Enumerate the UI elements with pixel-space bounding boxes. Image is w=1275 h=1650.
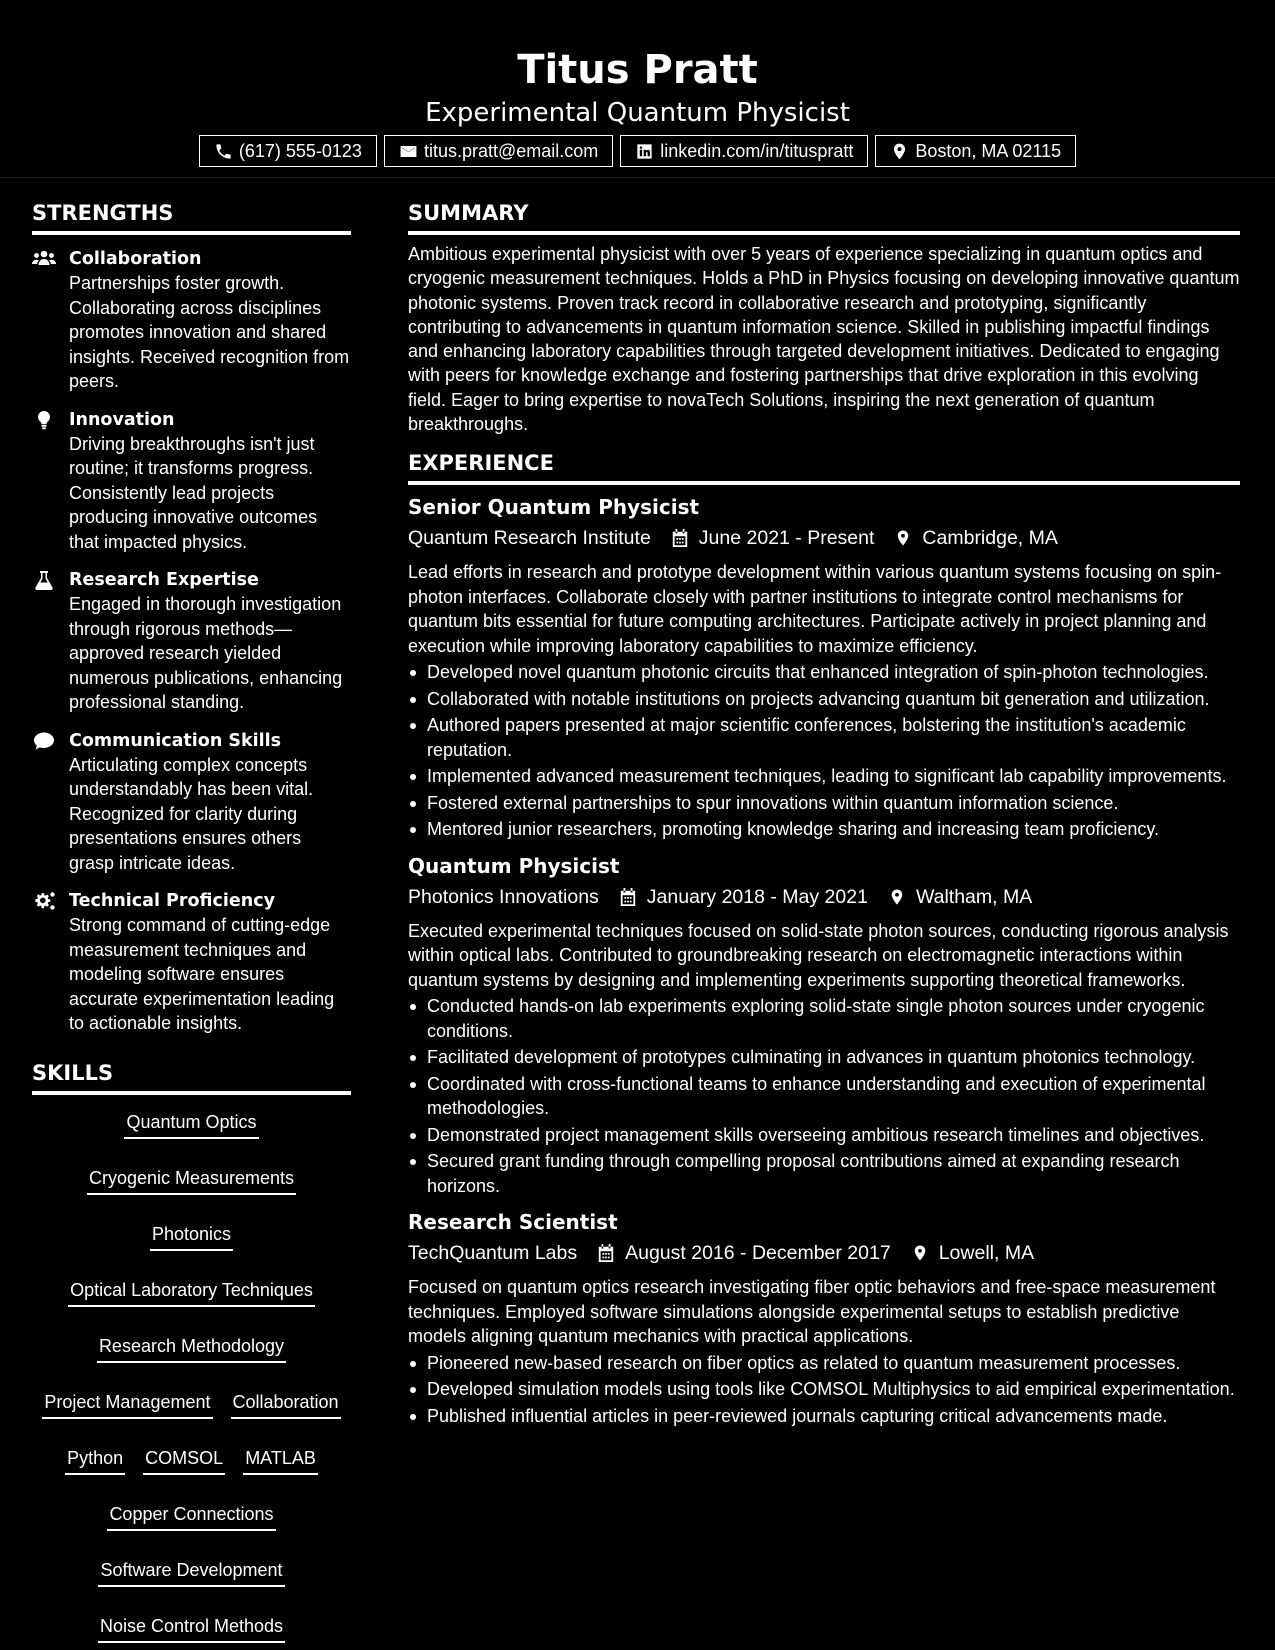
users-icon [32, 249, 56, 269]
job-meta [408, 523, 1240, 553]
contact-linkedin[interactable] [620, 135, 868, 167]
achievement-item: Demonstrated project management skills overseeing ambitious research timelines and objectives. [408, 1123, 1240, 1148]
contact-location-text: Boston, MA 02115 [915, 140, 1062, 161]
calendar-icon [619, 887, 637, 907]
linkedin-icon [635, 142, 654, 161]
job-role: Senior Quantum Physicist [408, 495, 700, 520]
job-achievements [408, 994, 1240, 1198]
skill-tag: COMSOL [143, 1447, 225, 1475]
job-company: Photonics Innovations [408, 885, 599, 908]
achievement-item: Secured grant funding through compelling proposal contributions aimed at expanding research horizons. [408, 1149, 1240, 1198]
summary-text: Ambitious experimental physicist with over 5 years of experience specializing in quantum optics and cryogenic measurement techniques. Holds a PhD in Physics focusing on developing innovative quantum photonic systems. Proven track record in collaborative research and prototyping, significantly contributing to advancements in quantum information science. Skilled in publishing impactful findings and enhancing laboratory capabilities through targeted development initiatives. Dedicated to engaging with peers for knowledge exchange and fostering partnerships that drive exploration in this evolving field. Eager to bring expertise to novaTech Solutions, inspiring the next generation of quantum breakthroughs. [408, 244, 1240, 435]
strength-item [32, 889, 351, 1036]
skill-tag: MATLAB [243, 1447, 318, 1475]
location-pin-icon [888, 887, 906, 907]
contact-email[interactable] [384, 135, 613, 167]
experience-entry [408, 492, 1240, 842]
left-column [32, 178, 351, 1643]
achievement-item: Implemented advanced measurement techniques, leading to significant lab capability improvements. [408, 764, 1240, 789]
strength-item [32, 247, 351, 394]
strengths-heading: STRENGTHS [32, 200, 351, 235]
strength-name: Collaboration [69, 249, 202, 269]
job-achievements [408, 660, 1240, 842]
gears-icon [32, 891, 56, 911]
skills-heading: SKILLS [32, 1060, 351, 1095]
resume-header [0, 0, 1275, 178]
achievement-item: Facilitated development of prototypes culminating in advances in quantum photonics technology. [408, 1045, 1240, 1070]
phone-icon [214, 142, 233, 161]
skill-tag: Cryogenic Measurements [87, 1167, 296, 1195]
achievement-item: Developed novel quantum photonic circuits that enhanced integration of spin-photon technologies. [408, 660, 1240, 685]
job-location: Waltham, MA [915, 885, 1033, 908]
job-description: Lead efforts in research and prototype development within various quantum systems focusing on spin-photon interfaces. Collaborate closely with partner institutions to integrate control mechanisms for quantum bits essential for future computing architectures. Participate actively in project planning and execution while improving laboratory capabilities to maximize efficiency. [408, 562, 1222, 656]
job-role: Research Scientist [408, 1210, 618, 1235]
contact-location [875, 135, 1076, 167]
job-dates: August 2016 - December 2017 [625, 1242, 891, 1265]
job-achievements [408, 1351, 1240, 1429]
achievement-item: Published influential articles in peer-reviewed journals capturing critical advancements made. [408, 1404, 1240, 1429]
skill-tag: Noise Control Methods [98, 1615, 285, 1643]
skill-tag: Project Management [42, 1391, 212, 1419]
strength-name: Communication Skills [69, 730, 282, 751]
achievement-item: Conducted hands-on lab experiments exploring solid-state single photon sources under cryogenic conditions. [408, 994, 1240, 1043]
job-company: Quantum Research Institute [408, 527, 651, 550]
achievement-item: Coordinated with cross-functional teams to enhance understanding and execution of experimental methodologies. [408, 1072, 1240, 1121]
skill-tag: Optical Laboratory Techniques [68, 1279, 315, 1307]
strength-description: Partnerships foster growth. Collaborating across disciplines promotes innovation and shared insights. Received recognition from peers. [69, 273, 350, 391]
flask-icon [32, 570, 56, 590]
summary-heading: SUMMARY [408, 200, 1240, 235]
candidate-name: Titus Pratt [517, 47, 758, 93]
location-pin-icon [894, 528, 912, 548]
strength-item [32, 408, 351, 555]
achievement-item: Fostered external partnerships to spur innovations within quantum information science. [408, 791, 1240, 816]
achievement-item: Collaborated with notable institutions on projects advancing quantum bit generation and utilization. [408, 687, 1240, 712]
skill-tag: Research Methodology [97, 1335, 286, 1363]
envelope-icon [399, 142, 418, 161]
job-dates: January 2018 - May 2021 [646, 885, 868, 908]
achievement-item: Pioneered new-based research on fiber optics as related to quantum measurement processes. [408, 1351, 1240, 1376]
strength-name: Innovation [69, 409, 175, 430]
location-pin-icon [911, 1243, 929, 1263]
experience-heading: EXPERIENCE [408, 450, 1240, 485]
contact-email-text: titus.pratt@email.com [423, 140, 599, 161]
experience-entry [408, 851, 1240, 1199]
contact-bar [0, 135, 1275, 167]
skill-tag: Photonics [150, 1223, 233, 1251]
candidate-title: Experimental Quantum Physicist [425, 98, 850, 128]
speech-bubble-icon [32, 731, 56, 751]
job-description: Executed experimental techniques focused on solid-state photon sources, conducting rigorous analysis within optical labs. Contributed to groundbreaking research on electromagnetic interactions within quantum systems by designing and implementing experiments supporting theoretical frameworks. [408, 920, 1229, 990]
job-location: Lowell, MA [938, 1242, 1035, 1265]
strength-item [32, 568, 351, 715]
contact-phone-text: (617) 555-0123 [238, 140, 362, 161]
skill-tag: Quantum Optics [124, 1111, 258, 1139]
skill-tag: Software Development [98, 1559, 284, 1587]
strength-description: Driving breakthroughs isn't just routine; it transforms progress. Consistently lead projects producing innovative outcomes that impacted physics. [69, 433, 318, 552]
strength-name: Research Expertise [69, 570, 259, 590]
job-description: Focused on quantum optics research investigating fiber optic behaviors and free-space measurement techniques. Employed software simulations alongside experimental setups to establish predictive models aligning quantum mechanics with practical applications. [408, 1277, 1216, 1347]
strength-item [32, 729, 351, 876]
experience-entry [408, 1207, 1240, 1428]
achievement-item: Developed simulation models using tools like COMSOL Multiphysics to aid empirical experimentation. [408, 1377, 1240, 1402]
skill-tag: Python [65, 1447, 125, 1475]
skill-tag: Copper Connections [107, 1503, 275, 1531]
strength-description: Articulating complex concepts understandably has been vital. Recognized for clarity during presentations ensures others grasp intricate ideas. [69, 754, 314, 873]
achievement-item: Authored papers presented at major scientific conferences, bolstering the institution's academic reputation. [408, 713, 1240, 762]
skill-tag: Collaboration [231, 1391, 341, 1419]
job-role: Quantum Physicist [408, 853, 620, 878]
achievement-item: Mentored junior researchers, promoting knowledge sharing and increasing team proficiency. [408, 817, 1240, 842]
skills-list [32, 1111, 351, 1643]
calendar-icon [597, 1243, 615, 1263]
calendar-icon [671, 528, 689, 548]
strength-name: Technical Proficiency [69, 891, 275, 911]
job-meta [408, 882, 1240, 912]
contact-phone[interactable] [199, 135, 377, 167]
contact-linkedin-text: linkedin.com/in/tituspratt [660, 140, 854, 161]
lightbulb-icon [32, 410, 56, 430]
right-column [408, 178, 1240, 1428]
job-company: TechQuantum Labs [408, 1242, 578, 1265]
job-meta [408, 1238, 1240, 1268]
job-location: Cambridge, MA [922, 527, 1058, 550]
job-dates: June 2021 - Present [698, 527, 875, 550]
strength-description: Engaged in thorough investigation through rigorous methods—approved research yielded numerous publications, enhancing professional standing. [69, 594, 343, 712]
strength-description: Strong command of cutting-edge measurement techniques and modeling software ensures accurate experimentation leading to actionable insights. [69, 915, 335, 1033]
location-pin-icon [890, 142, 909, 161]
